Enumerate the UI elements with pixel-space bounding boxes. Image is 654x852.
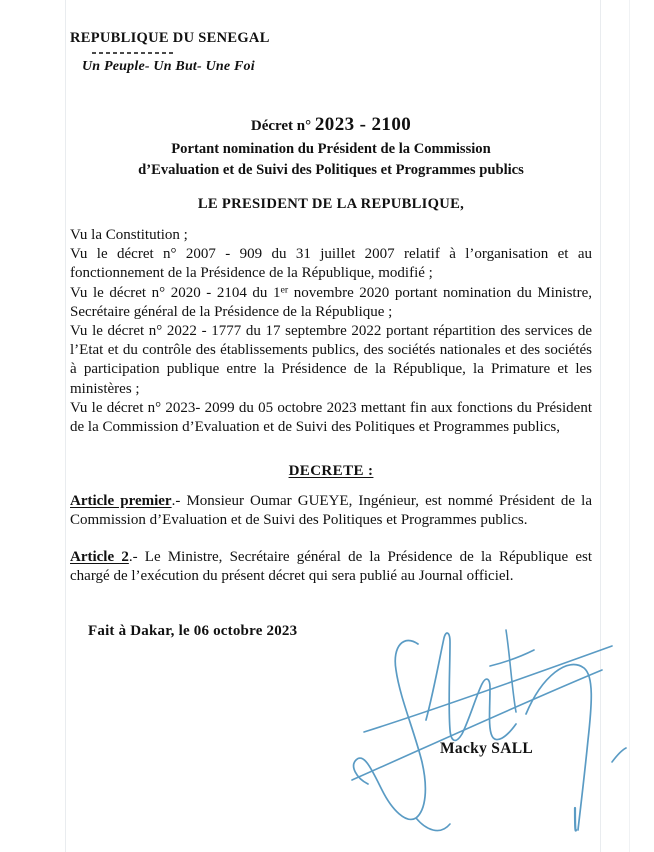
national-motto: Un Peuple- Un But- Une Foi — [82, 59, 255, 75]
article-separator: .- — [171, 493, 187, 509]
article-separator: .- — [128, 549, 145, 565]
preamble-item — [70, 284, 592, 322]
preamble-item: Vu le décret n° 2022 - 1777 du 17 septembre 2022 portant répartition des services de l’Etat et du contrôle des établissements publics, des sociétés nationales et des sociétés à participation publique entre la Présidence de la République, la Primature et les ministères ; — [70, 322, 592, 397]
decree-title-block — [70, 112, 592, 181]
preamble-item: Vu le décret n° 2023- 2099 du 05 octobre 2023 mettant fin aux fonctions du Président de la Commission d’Evaluation et de Suivi des Politiques et Programmes publics, — [70, 399, 592, 435]
article-label: Article premier — [70, 493, 172, 509]
preamble-item: Vu la Constitution ; — [70, 227, 188, 243]
place-and-date: Fait à Dakar, le 06 octobre 2023 — [88, 623, 298, 639]
header-divider — [92, 50, 176, 56]
article-first — [70, 492, 592, 530]
issuing-authority: LE PRESIDENT DE LA REPUBLIQUE, — [197, 196, 465, 212]
preamble-block — [70, 226, 592, 437]
signer-name: Macky SALL — [440, 740, 533, 757]
ordinal-suffix: er — [280, 284, 289, 296]
article-text: Le Ministre, Secrétaire général de la Présidence de la République est chargé de l’exécution du présent décret qui sera publié au Journal officiel. — [70, 549, 593, 585]
document-header — [70, 30, 370, 75]
preamble-item-text-part-1: Vu le décret n° 2020 - 2104 du 1 — [70, 284, 281, 301]
decree-number: 2023 - 2100 — [314, 114, 412, 135]
decree-subtitle-line-1: Portant nomination du Président de la Commission — [171, 140, 491, 157]
enactment-heading — [70, 463, 592, 480]
article-label: Article 2 — [70, 549, 129, 565]
decree-prefix: Décret n° — [250, 118, 312, 134]
article-second — [70, 548, 592, 586]
preamble-item: Vu le décret n° 2007 - 909 du 31 juillet 2007 relatif à l’organisation et au fonctionnement de la Présidence de la République, modifié ; — [70, 246, 592, 282]
decree-subtitle-line-2: d’Evaluation et de Suivi des Politiques et Programmes publics — [138, 162, 524, 179]
article-text: Monsieur Oumar GUEYE, Ingénieur, est nommé Président de la Commission d’Evaluation et de Suivi des Politiques et Programmes publics. — [70, 493, 592, 529]
handwritten-signature-icon — [330, 612, 654, 852]
republic-heading: REPUBLIQUE DU SENEGAL — [70, 30, 270, 46]
preamble-item-text-part-2: novembre 2020 portant nomination du Ministre, Secrétaire général de la Présidence de la République ; — [70, 284, 593, 320]
signature-area — [330, 612, 654, 852]
scan-artifact-line-left — [65, 0, 66, 852]
enactment-label: DECRETE : — [288, 463, 374, 479]
decree-number-line — [70, 112, 592, 138]
